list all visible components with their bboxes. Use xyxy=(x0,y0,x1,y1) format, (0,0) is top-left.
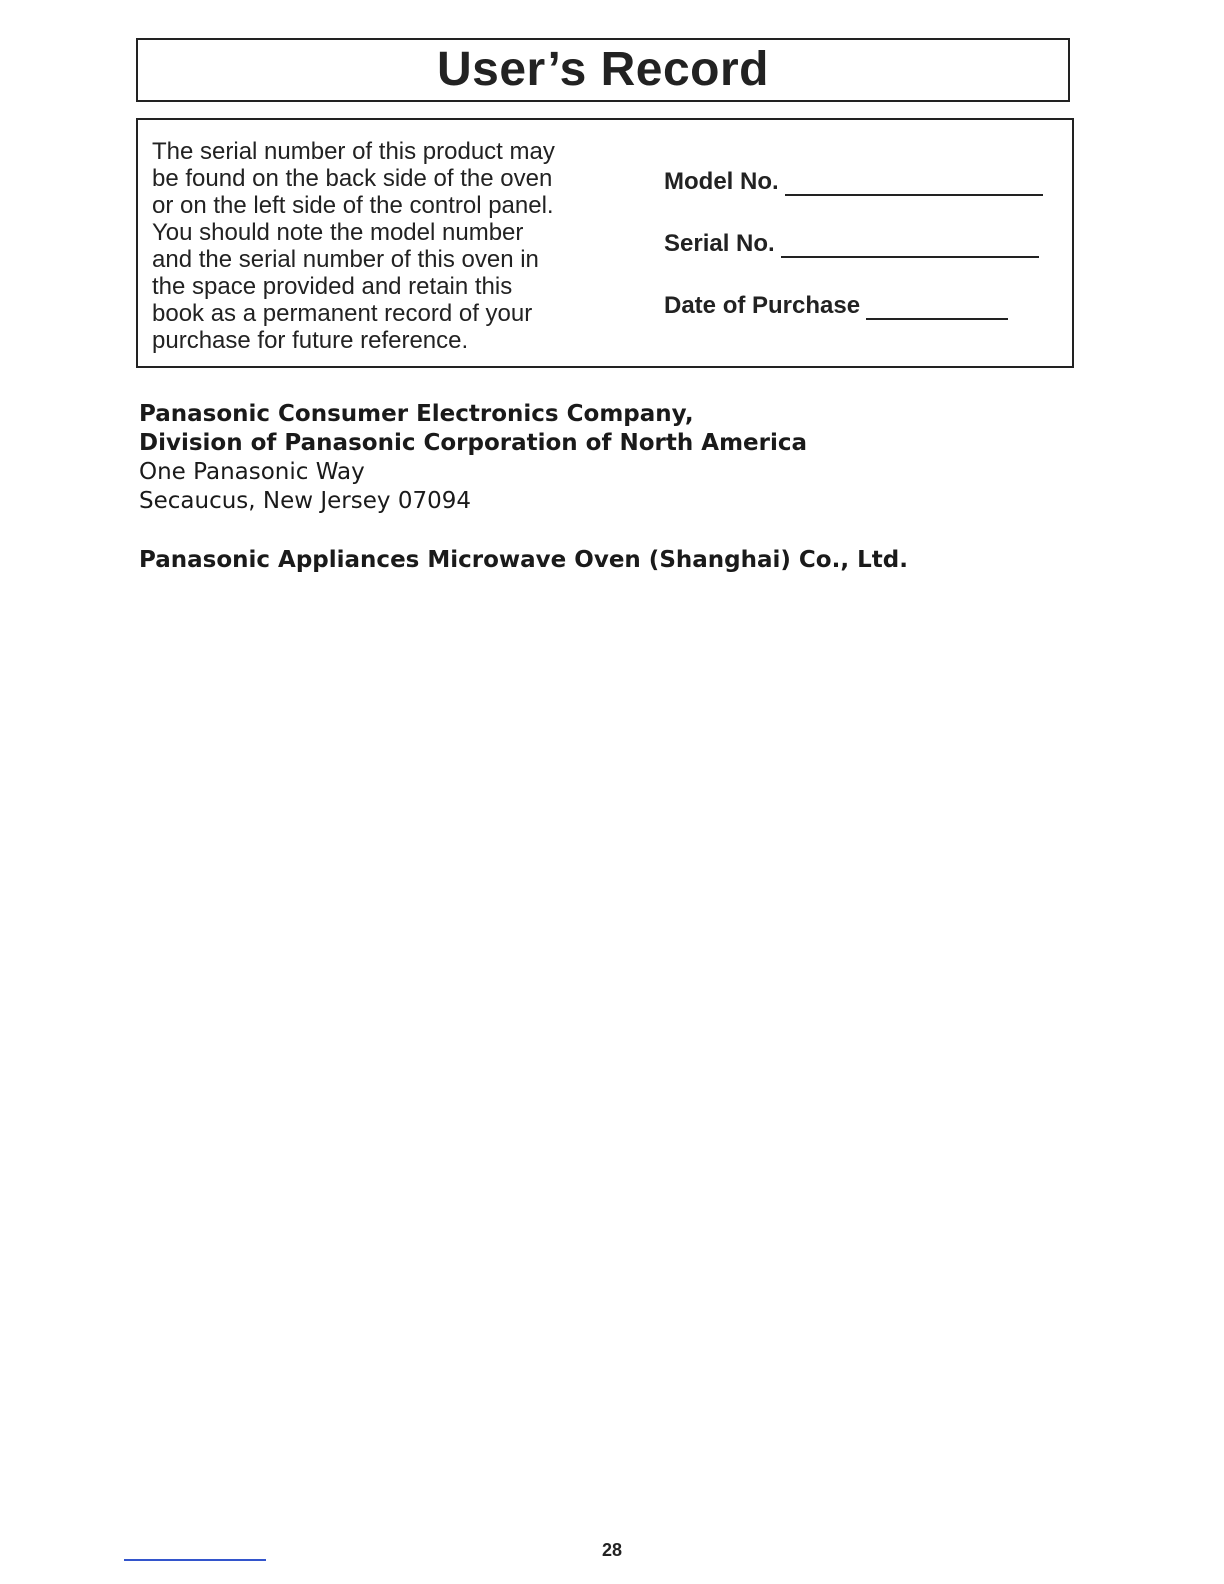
serial-number-label: Serial No. xyxy=(664,230,775,257)
record-instructions: The serial number of this product may be found on the back side of the oven or on the left side of the control panel. You should note the model number and the serial number of this oven in the space provided and retain this book as a permanent record of your purchase for future reference. xyxy=(152,138,555,354)
serial-number-field xyxy=(664,230,1039,258)
purchase-date-label: Date of Purchase xyxy=(664,292,861,319)
company-address-line2: Secaucus, New Jersey 07094 xyxy=(139,488,471,514)
manufacturer-name: Panasonic Appliances Microwave Oven (Shanghai) Co., Ltd. xyxy=(139,547,908,573)
company-block xyxy=(139,400,1039,516)
page-number: 28 xyxy=(601,1540,623,1560)
title-box xyxy=(136,38,1070,102)
purchase-date-field xyxy=(664,292,1008,320)
page-title: User’s Record xyxy=(437,43,769,96)
footer-rule xyxy=(124,1559,266,1561)
company-address-line1: One Panasonic Way xyxy=(139,459,365,485)
model-number-blank xyxy=(785,174,1043,196)
purchase-date-blank xyxy=(866,298,1008,320)
model-number-field xyxy=(664,168,1043,196)
company-division: Division of Panasonic Corporation of North America xyxy=(139,430,808,456)
model-number-label: Model No. xyxy=(664,168,779,195)
company-name: Panasonic Consumer Electronics Company, xyxy=(139,401,694,427)
record-box xyxy=(136,118,1074,368)
serial-number-blank xyxy=(781,236,1039,258)
